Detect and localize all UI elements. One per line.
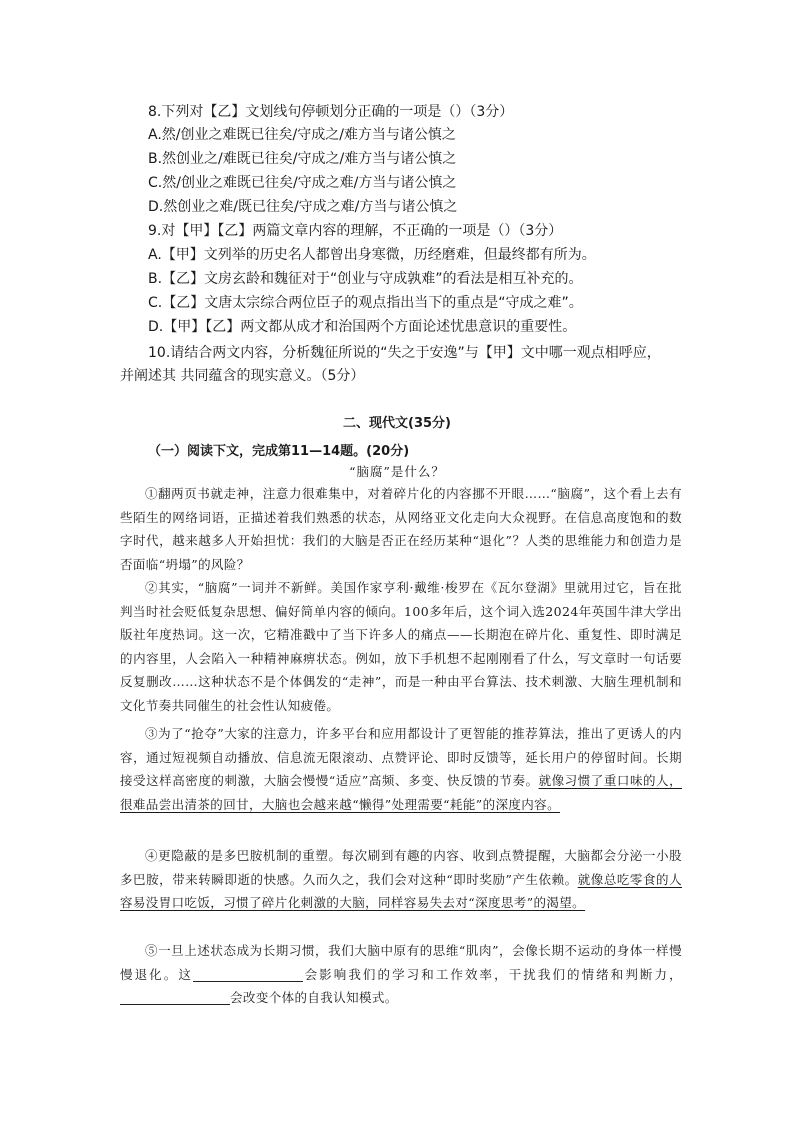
question-10-line-1: 10.请结合两文内容，分析魏征所说的“失之于安逸”与【甲】文中哪一观点相呼应， bbox=[148, 345, 661, 361]
paragraph-4-underlined-sentence: 就像总吃零食的人容易没胃口吃饭，习惯了碎片化刺激的大脑，同样容易失去对“深度思考”的渴望。 bbox=[120, 871, 682, 910]
question-9-option-c: C.【乙】文唐太宗综合两位臣子的观点指出当下的重点是“守成之难”。 bbox=[148, 295, 583, 311]
paragraph-4-plain: ④更隐蔽的是多巴胺机制的重塑。每次刷到有趣的内容、收到点赞提醒，大脑都会分泌一小股多巴胺，带来转瞬即逝的快感。久而久之，我们会对这种“即时奖励”产生依赖。 bbox=[120, 848, 682, 887]
paragraph-1-text: ①翻两页书就走神，注意力很难集中，对着碎片化的内容挪不开眼……“脑腐”，这个看上去有些陌生的网络词语，正描述着我们熟悉的状态，从网络亚文化走向大众视野。在信息高度饱和的数字时代，越来越多人开始担忧：我们的大脑是否正在经历某种“退化”？人类的思维能力和创造力是否面临“坍塌”的风险？ bbox=[120, 486, 682, 572]
paragraph-3-plain: ③为了“抢夺”大家的注意力，许多平台和应用都设计了更智能的推荐算法，推出了更诱人的内容，通过短视频自动播放、信息流无限滚动、点赞评论、即时反馈等，延长用户的停留时间。长期接受这样高密度的刺激，大脑会慢慢“适应”高频、多变、快反馈的节奏。 bbox=[120, 726, 682, 788]
question-9-stem: 9.对【甲】【乙】两篇文章内容的理解，不正确的一项是（）（3分） bbox=[148, 223, 563, 239]
paragraph-5-part-b: 会影响我们的学习和工作效率，干扰我们的情绪和判断力， bbox=[302, 966, 682, 982]
paragraph-4-text bbox=[120, 844, 682, 915]
article-title: “脑腐”是什么？ bbox=[349, 464, 445, 479]
question-9-option-a: A.【甲】文列举的历史名人都曾出身寒微，历经磨难，但最终都有所为。 bbox=[148, 247, 596, 263]
paragraph-4 bbox=[120, 844, 682, 915]
question-8-option-a: A.然/创业之难既已往矣/守成之/难方当与诸公慎之 bbox=[148, 127, 456, 143]
paragraph-2-text: ②其实，“脑腐”一词并不新鲜。美国作家亨利·戴维·梭罗在《瓦尔登湖》里就用过它，旨在批判当时社会贬低复杂思想、偏好简单内容的倾向。100多年后，这个词入选2024年英国牛津大学出版社年度热词。这一次，它精准戳中了当下许多人的痛点——长期泡在碎片化、重复性、即时满足的内容里，人会陷入一种精神麻痹状态。例如，放下手机想不起刚刚看了什么，写文章时一句话要反复删改……这种状态不是个体偶发的“走神”，而是一种由平台算法、技术刺激、大脑生理机制和文化节奏共同催生的社会性认知疲倦。 bbox=[120, 580, 682, 713]
paragraph-3-underlined-sentence: 就像习惯了重口味的人，很难品尝出清茶的回甘，大脑也会越来越“懒得”处理需要“耗能”的深度内容。 bbox=[120, 773, 683, 812]
question-10-line-2: 并阐述其 共同蕴含的现实意义。（5分） bbox=[120, 368, 365, 384]
paragraph-3 bbox=[120, 722, 682, 816]
question-9-option-b: B.【乙】文房玄龄和魏征对于“创业与守成孰难”的看法是相互补充的。 bbox=[148, 271, 583, 287]
fill-in-blank-2[interactable] bbox=[120, 990, 230, 1005]
paragraph-5-part-c: 会改变个体的自我认知模式。 bbox=[230, 990, 398, 1005]
question-9-option-d: D.【甲】【乙】两文都从成才和治国两个方面论述忧患意识的重要性。 bbox=[148, 319, 577, 335]
question-8-option-b: B.然创业之/难既已往矣/守成之/难方当与诸公慎之 bbox=[148, 151, 457, 167]
paragraph-5-part-a: ⑤一旦上述状态成为长期习惯，我们大脑中原有的思维“肌肉”，会像长期不运动的身体一样慢慢退化。这 bbox=[120, 943, 682, 982]
paragraph-1 bbox=[120, 482, 682, 576]
paragraph-3-text bbox=[120, 722, 682, 816]
paragraph-2 bbox=[120, 576, 682, 717]
question-8-option-d: D.然创业之难/既已往矣/守成之难/方当与诸公慎之 bbox=[148, 199, 458, 215]
section-title: 二、现代文(35分) bbox=[343, 416, 451, 431]
paragraph-5-text bbox=[120, 939, 682, 1010]
question-8-option-c: C.然/创业之难既已往矣/守成之难/方当与诸公慎之 bbox=[148, 175, 457, 191]
question-8-stem: 8.下列对【乙】文划线句停顿划分正确的一项是（）（3分） bbox=[148, 104, 514, 120]
paragraph-5 bbox=[120, 939, 682, 1010]
section-subtitle: （一）阅读下文，完成第11—14题。(20分) bbox=[148, 444, 410, 459]
fill-in-blank-1[interactable] bbox=[193, 967, 303, 982]
